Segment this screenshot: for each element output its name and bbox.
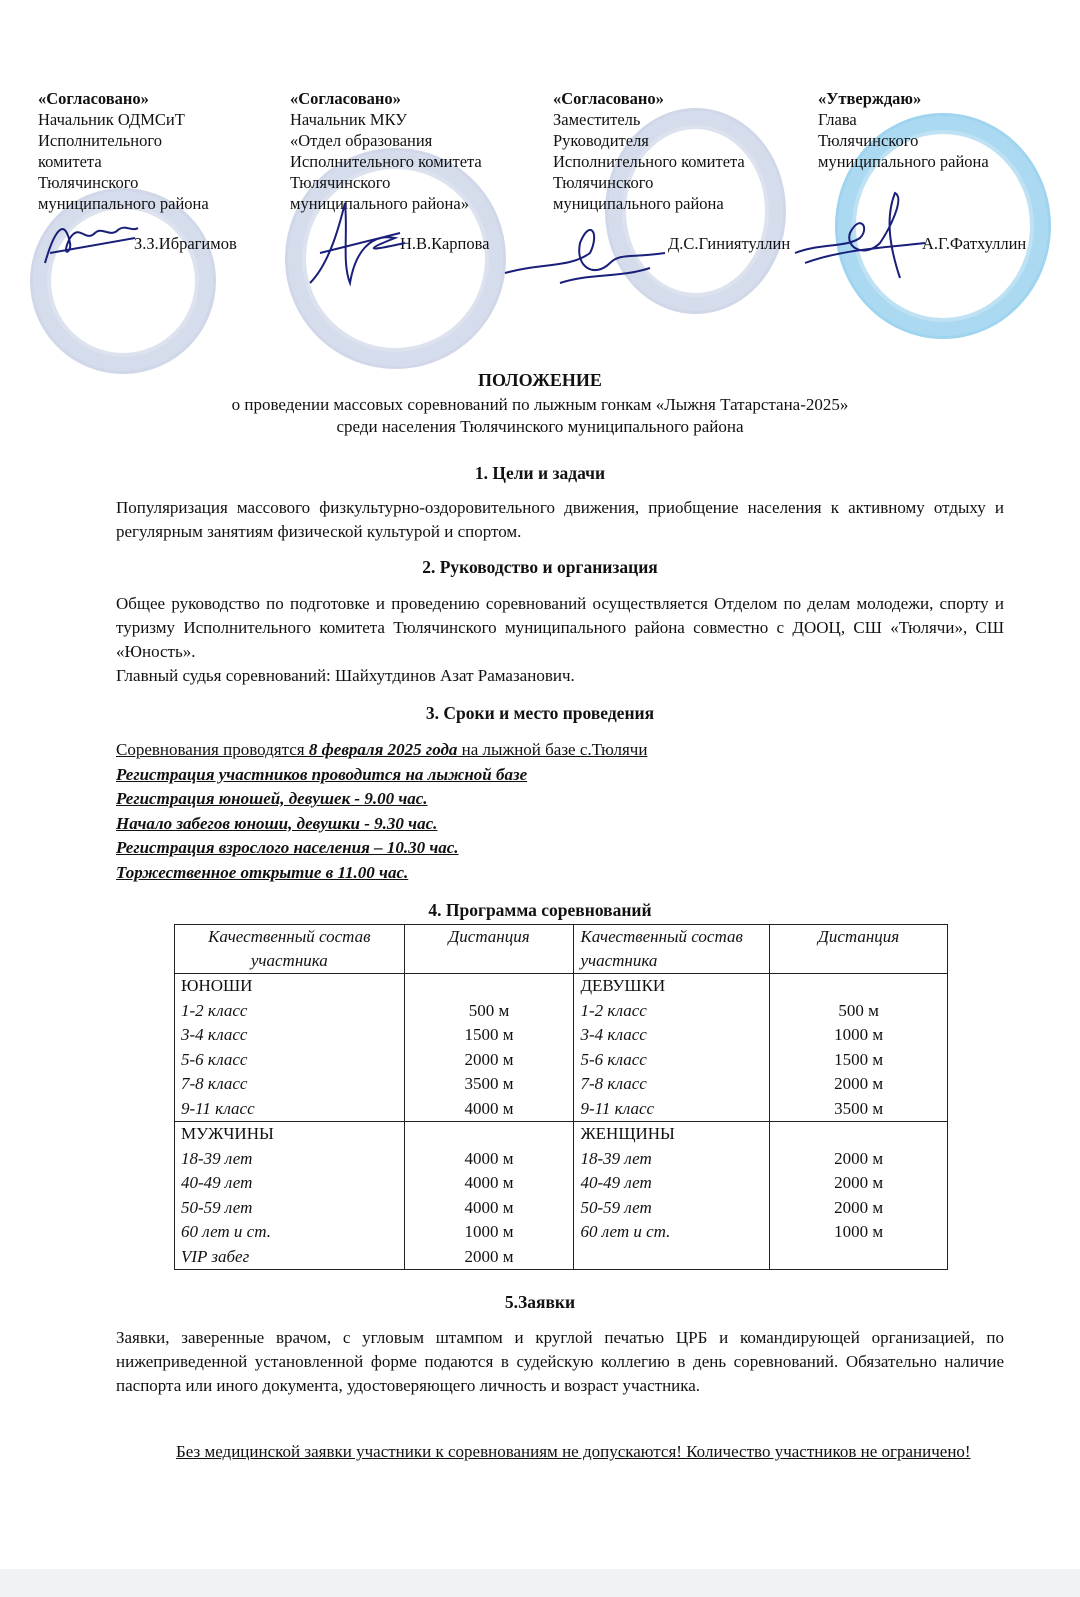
- section-1-text: Популяризация массового физкультурно-оздоровительного движения, приобщение населения к активному отдыху и регулярным занятиям физической культурой и спортом.: [116, 498, 1004, 541]
- group-label: ЮНОШИ: [181, 976, 253, 995]
- approval-heading: «Согласовано»: [553, 89, 664, 108]
- handwritten-signature-2: [300, 193, 410, 293]
- distance-value: 3500 м: [464, 1074, 514, 1093]
- category-label: 9-11 класс: [580, 1098, 655, 1118]
- distance-value: 3500 м: [834, 1098, 884, 1118]
- section-5-note: Без медицинской заявки участники к соревнованиям не допускаются! Количество участников не ограничено!: [176, 1442, 971, 1461]
- handwritten-signature-3: [500, 213, 670, 293]
- schedule-line: Начало забегов юноши, девушки - 9.30 час.: [116, 813, 438, 833]
- category-label: 3-4 класс: [580, 1025, 647, 1044]
- distance-cell-men: [404, 1122, 574, 1270]
- column-header: Качественный состав участника: [175, 925, 405, 974]
- page-bottom-strip: [0, 1569, 1080, 1597]
- category-label: 7-8 класс: [181, 1074, 248, 1093]
- approval-line: муниципального района: [553, 194, 724, 213]
- approval-line: Исполнительного: [38, 131, 162, 150]
- distance-value: 1500 м: [464, 1025, 514, 1044]
- section-2-judge: Главный судья соревнований: Шайхутдинов Азат Рамазанович.: [116, 666, 575, 685]
- category-label: 3-4 класс: [181, 1025, 248, 1044]
- approval-header: [0, 88, 1080, 378]
- signer-name: А.Г.Фатхуллин: [922, 234, 1027, 253]
- column-header: Качественный состав участника: [574, 925, 770, 974]
- schedule-line: Регистрация юношей, девушек - 9.00 час.: [116, 789, 428, 808]
- table-row: [175, 1122, 948, 1270]
- category-label: 7-8 класс: [580, 1074, 647, 1093]
- approval-heading: «Согласовано»: [290, 89, 401, 108]
- column-header: Дистанция: [770, 925, 948, 974]
- distance-cell-boys: [404, 974, 574, 1122]
- group-cell-men: [175, 1122, 405, 1270]
- distance-cell-girls: [770, 974, 948, 1122]
- distance-value: 1000 м: [834, 1222, 884, 1241]
- category-label: 50-59 лет: [181, 1197, 253, 1217]
- approval-line: Тюлячинского: [38, 173, 139, 192]
- handwritten-signature-4: [790, 188, 930, 288]
- approval-line: Начальник ОДМСиТ: [38, 110, 185, 129]
- document-subtitle: [0, 394, 1080, 438]
- schedule-line: Регистрация взрослого населения – 10.30 час.: [116, 838, 459, 857]
- category-label: 40-49 лет: [580, 1173, 652, 1192]
- distance-cell-women: [770, 1122, 948, 1270]
- category-label: 5-6 класс: [181, 1049, 248, 1069]
- signer-name: Н.В.Карпова: [400, 234, 490, 253]
- distance-value: 4000 м: [464, 1148, 514, 1168]
- approval-line: «Отдел образования: [290, 131, 433, 150]
- category-label: 18-39 лет: [580, 1148, 652, 1168]
- category-label: 1-2 класс: [580, 1000, 647, 1020]
- distance-value: 2000 м: [464, 1049, 514, 1069]
- distance-value: 4000 м: [464, 1197, 514, 1217]
- approval-line: муниципального района»: [290, 194, 469, 213]
- distance-value: 1000 м: [464, 1222, 514, 1241]
- distance-value: 1000 м: [834, 1025, 884, 1044]
- approval-line: Тюлячинского: [818, 131, 919, 150]
- distance-value: 4000 м: [464, 1173, 514, 1192]
- section-3-schedule: [116, 738, 647, 885]
- approval-block-3: [553, 88, 745, 214]
- approval-block-1: [38, 88, 209, 214]
- approval-line: муниципального района: [818, 152, 989, 171]
- section-5-title: 5.Заявки: [504, 1292, 576, 1312]
- section-5-text: Заявки, заверенные врачом, с угловым штампом и круглой печатью ЦРБ и командирующей организацией, по нижеприведенной установленной форме подаются в судейскую коллегию в день соревнований. Обязательно наличие паспорта или иного документа, удостоверяющего личность и возраст участника.: [116, 1328, 1004, 1395]
- category-label: 60 лет и ст.: [181, 1222, 271, 1241]
- distance-value: 4000 м: [464, 1098, 514, 1118]
- section-4-title: 4. Программа соревнований: [428, 900, 652, 920]
- approval-line: Заместитель: [553, 110, 641, 129]
- category-label: 1-2 класс: [181, 1000, 248, 1020]
- distance-value: 2000 м: [464, 1246, 514, 1266]
- approval-line: Тюлячинского: [553, 173, 654, 192]
- distance-value: 1500 м: [834, 1049, 884, 1069]
- section-2-text: Общее руководство по подготовке и проведению соревнований осуществляется Отделом по делам молодежи, спорту и туризму Исполнительного комитета Тюлячинского муниципального района совместно с ДООЦ, СШ «Тюлячи», СШ «Юность».: [116, 594, 1004, 661]
- table-row: [175, 974, 948, 1122]
- distance-value: 500 м: [468, 1000, 510, 1020]
- group-label: ЖЕНЩИНЫ: [580, 1124, 675, 1143]
- approval-heading: «Утверждаю»: [818, 89, 922, 108]
- group-label: МУЖЧИНЫ: [181, 1124, 274, 1143]
- signer-name: З.З.Ибрагимов: [134, 234, 237, 253]
- table-header-row: [175, 925, 948, 974]
- approval-line: Глава: [818, 110, 857, 129]
- distance-value: 2000 м: [834, 1148, 884, 1168]
- approval-line: Руководителя: [553, 131, 649, 150]
- document-title: ПОЛОЖЕНИЕ: [478, 370, 602, 390]
- approval-line: муниципального района: [38, 194, 209, 213]
- group-label: ДЕВУШКИ: [580, 976, 666, 995]
- distance-value: 2000 м: [834, 1173, 884, 1192]
- category-label: 60 лет и ст.: [580, 1222, 671, 1241]
- schedule-place: на лыжной базе с.Тюлячи: [457, 740, 648, 759]
- group-cell-boys: [175, 974, 405, 1122]
- category-label: 40-49 лет: [181, 1173, 253, 1192]
- group-cell-women: [574, 1122, 770, 1270]
- schedule-line: Торжественное открытие в 11.00 час.: [116, 862, 409, 882]
- approval-line: комитета: [38, 152, 102, 171]
- schedule-date: 8 февраля 2025 года: [308, 740, 458, 759]
- signer-name: Д.С.Гиниятуллин: [668, 234, 791, 253]
- section-3-title: 3. Сроки и место проведения: [425, 703, 655, 723]
- schedule-line: Регистрация участников проводится на лыжной базе: [116, 764, 528, 784]
- program-table: [174, 924, 948, 1270]
- approval-line: Исполнительного комитета: [290, 152, 482, 171]
- schedule-line-dates: [116, 738, 647, 763]
- category-label: VIP забег: [181, 1246, 250, 1266]
- handwritten-signature-1: [40, 208, 140, 278]
- distance-value: 500 м: [838, 1000, 879, 1020]
- category-label: 9-11 класс: [181, 1098, 255, 1118]
- approval-line: Тюлячинского: [290, 173, 391, 192]
- schedule-text: Соревнования проводятся: [116, 740, 309, 759]
- group-cell-girls: [574, 974, 770, 1122]
- category-label: 18-39 лет: [181, 1148, 253, 1168]
- category-label: 50-59 лет: [580, 1197, 652, 1217]
- section-1-title: 1. Цели и задачи: [474, 463, 606, 483]
- approval-block-4: [818, 88, 989, 172]
- approval-heading: «Согласовано»: [38, 89, 149, 108]
- category-label: 5-6 класс: [580, 1049, 647, 1069]
- distance-value: 2000 м: [834, 1197, 884, 1217]
- section-2-title: 2. Руководство и организация: [422, 557, 658, 577]
- subtitle-line-2: среди населения Тюлячинского муниципального района: [336, 417, 744, 436]
- column-header: Дистанция: [404, 925, 574, 974]
- approval-line: Исполнительного комитета: [553, 152, 745, 171]
- approval-line: Начальник МКУ: [290, 110, 407, 129]
- subtitle-line-1: о проведении массовых соревнований по лыжным гонкам «Лыжня Татарстана-2025»: [231, 395, 849, 414]
- distance-value: 2000 м: [834, 1074, 884, 1093]
